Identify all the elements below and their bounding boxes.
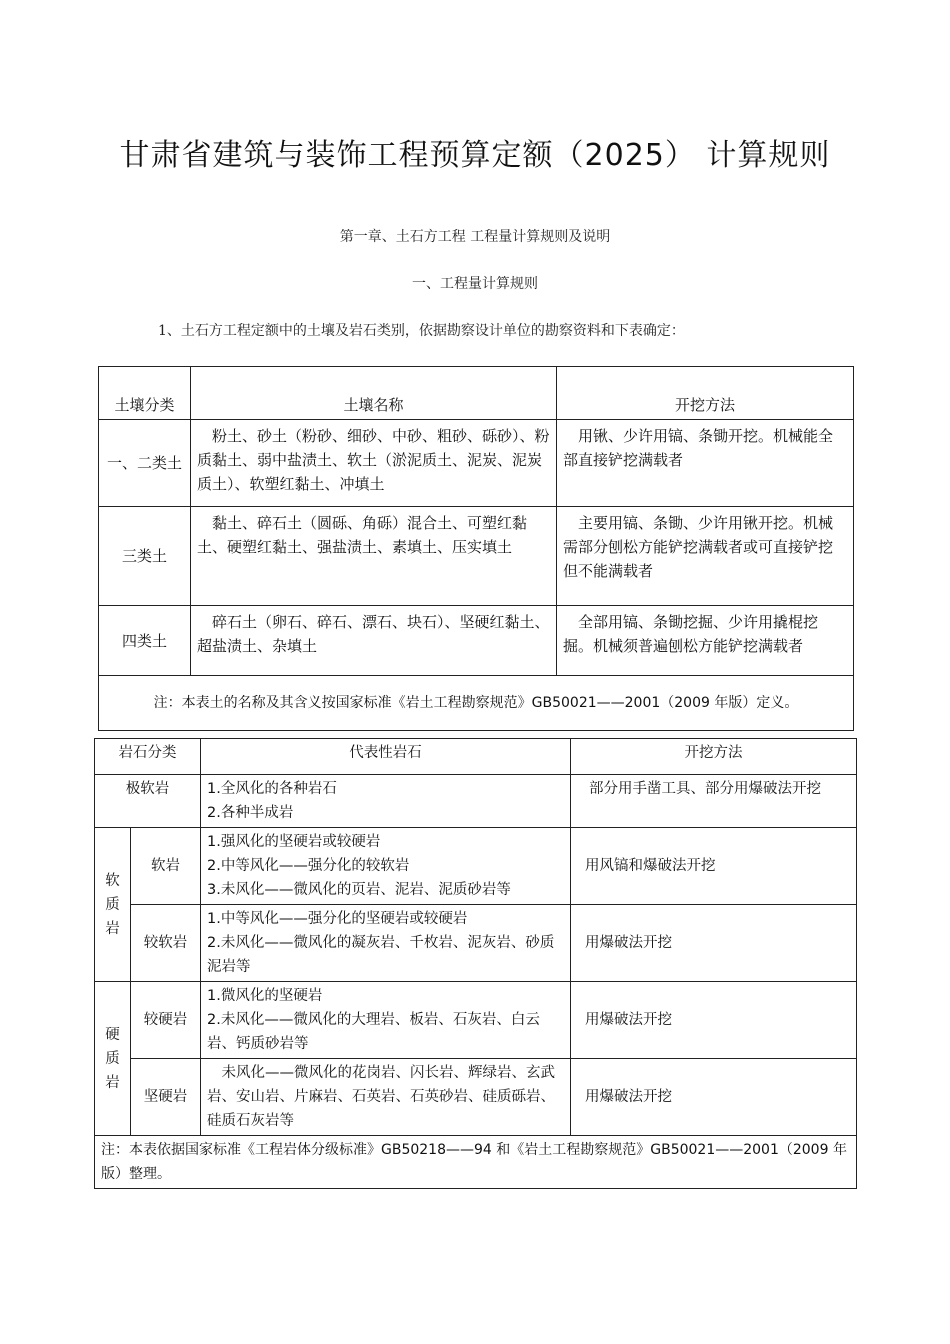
soil-class-cell: 四类土 (99, 606, 191, 676)
rock-item: 2.未风化——微风化的凝灰岩、千枚岩、泥灰岩、砂质泥岩等 (207, 935, 555, 975)
table-header-row (95, 739, 857, 775)
rock-class-cell: 坚硬岩 (131, 1059, 201, 1136)
rock-list-cell (201, 982, 571, 1059)
header-cell: 开挖方法 (571, 739, 857, 775)
header-cell: 岩石分类 (95, 739, 201, 775)
rock-item: 3.未风化——微风化的页岩、泥岩、泥质砂岩等 (207, 882, 511, 898)
rock-class-cell: 软岩 (131, 828, 201, 905)
section-heading: 一、工程量计算规则 (412, 276, 538, 292)
rock-group-cell (95, 828, 131, 982)
soil-classification-table (98, 366, 854, 731)
table-note-row (95, 1136, 857, 1189)
header-cell: 代表性岩石 (201, 739, 571, 775)
dig-method-cell: 用爆破法开挖 (571, 1059, 857, 1136)
rock-group-label: 软质岩 (105, 872, 120, 937)
soil-class-cell: 三类土 (99, 507, 191, 606)
rock-item: 1.全风化的各种岩石 (207, 781, 337, 797)
rock-list-cell: 未风化——微风化的花岗岩、闪长岩、辉绿岩、玄武岩、安山岩、片麻岩、石英岩、石英砂岩、硅质砾岩、硅质石灰岩等 (201, 1059, 571, 1136)
table-note: 注：本表土的名称及其含义按国家标准《岩土工程勘察规范》GB50021——2001（2009 年版）定义。 (99, 676, 854, 731)
dig-method-cell: 部分用手凿工具、部分用爆破法开挖 (571, 775, 857, 828)
header-cell: 开挖方法 (557, 367, 854, 420)
dig-method-cell: 用锹、少许用镐、条锄开挖。机械能全部直接铲挖满载者 (557, 420, 854, 507)
rock-item: 1.微风化的坚硬岩 (207, 988, 323, 1004)
table-row (95, 775, 857, 828)
rock-item: 2.未风化——微风化的大理岩、板岩、石灰岩、白云岩、钙质砂岩等 (207, 1012, 540, 1052)
rock-group-cell (95, 982, 131, 1136)
chapter-heading: 第一章、土石方工程 工程量计算规则及说明 (339, 229, 611, 245)
rock-class-cell: 较软岩 (131, 905, 201, 982)
rock-item: 2.中等风化——强分化的较软岩 (207, 858, 410, 874)
dig-method-cell: 全部用镐、条锄挖掘、少许用撬棍挖掘。机械须普遍刨松方能铲挖满载者 (557, 606, 854, 676)
table-row (95, 982, 857, 1059)
soil-class-cell: 一、二类土 (99, 420, 191, 507)
rock-classification-table (94, 738, 857, 1189)
table-row (95, 1059, 857, 1136)
intro-paragraph: 1、土石方工程定额中的土壤及岩石类别，依据勘察设计单位的勘察资料和下表确定： (158, 323, 685, 339)
table-note-row (99, 676, 854, 731)
soil-names-cell: 粉土、砂土（粉砂、细砂、中砂、粗砂、砾砂）、粉质黏土、弱中盐渍土、软土（淤泥质土、泥炭、泥炭质土）、软塑红黏土、冲填土 (191, 420, 557, 507)
soil-names-cell: 黏土、碎石土（圆砾、角砾）混合土、可塑红黏土、硬塑红黏土、强盐渍土、素填土、压实填土 (191, 507, 557, 606)
dig-method-cell: 主要用镐、条锄、少许用锹开挖。机械需部分刨松方能铲挖满载者或可直接铲挖但不能满载者 (557, 507, 854, 606)
rock-item: 1.中等风化——强分化的坚硬岩或较硬岩 (207, 911, 468, 927)
table-row (99, 420, 854, 507)
dig-method-cell: 用爆破法开挖 (571, 905, 857, 982)
rock-group-label: 硬质岩 (105, 1026, 120, 1091)
header-cell: 土壤分类 (99, 367, 191, 420)
dig-method-cell: 用风镐和爆破法开挖 (571, 828, 857, 905)
rock-list-cell (201, 905, 571, 982)
table-row (95, 828, 857, 905)
soil-names-cell: 碎石土（卵石、碎石、漂石、块石）、坚硬红黏土、超盐渍土、杂填土 (191, 606, 557, 676)
rock-list-cell (201, 775, 571, 828)
rock-item: 2.各种半成岩 (207, 805, 294, 821)
table-row (95, 905, 857, 982)
table-note: 注：本表依据国家标准《工程岩体分级标准》GB50218——94 和《岩土工程勘察规范》GB50021——2001（2009 年版）整理。 (95, 1136, 857, 1189)
rock-list-cell (201, 828, 571, 905)
rock-class-cell: 较硬岩 (131, 982, 201, 1059)
dig-method-cell: 用爆破法开挖 (571, 982, 857, 1059)
document-title: 甘肃省建筑与装饰工程预算定额（2025） 计算规则 (119, 138, 831, 173)
rock-item: 1.强风化的坚硬岩或较硬岩 (207, 834, 381, 850)
rock-class-cell: 极软岩 (95, 775, 201, 828)
table-header-row (99, 367, 854, 420)
table-row (99, 606, 854, 676)
table-row (99, 507, 854, 606)
header-cell: 土壤名称 (191, 367, 557, 420)
